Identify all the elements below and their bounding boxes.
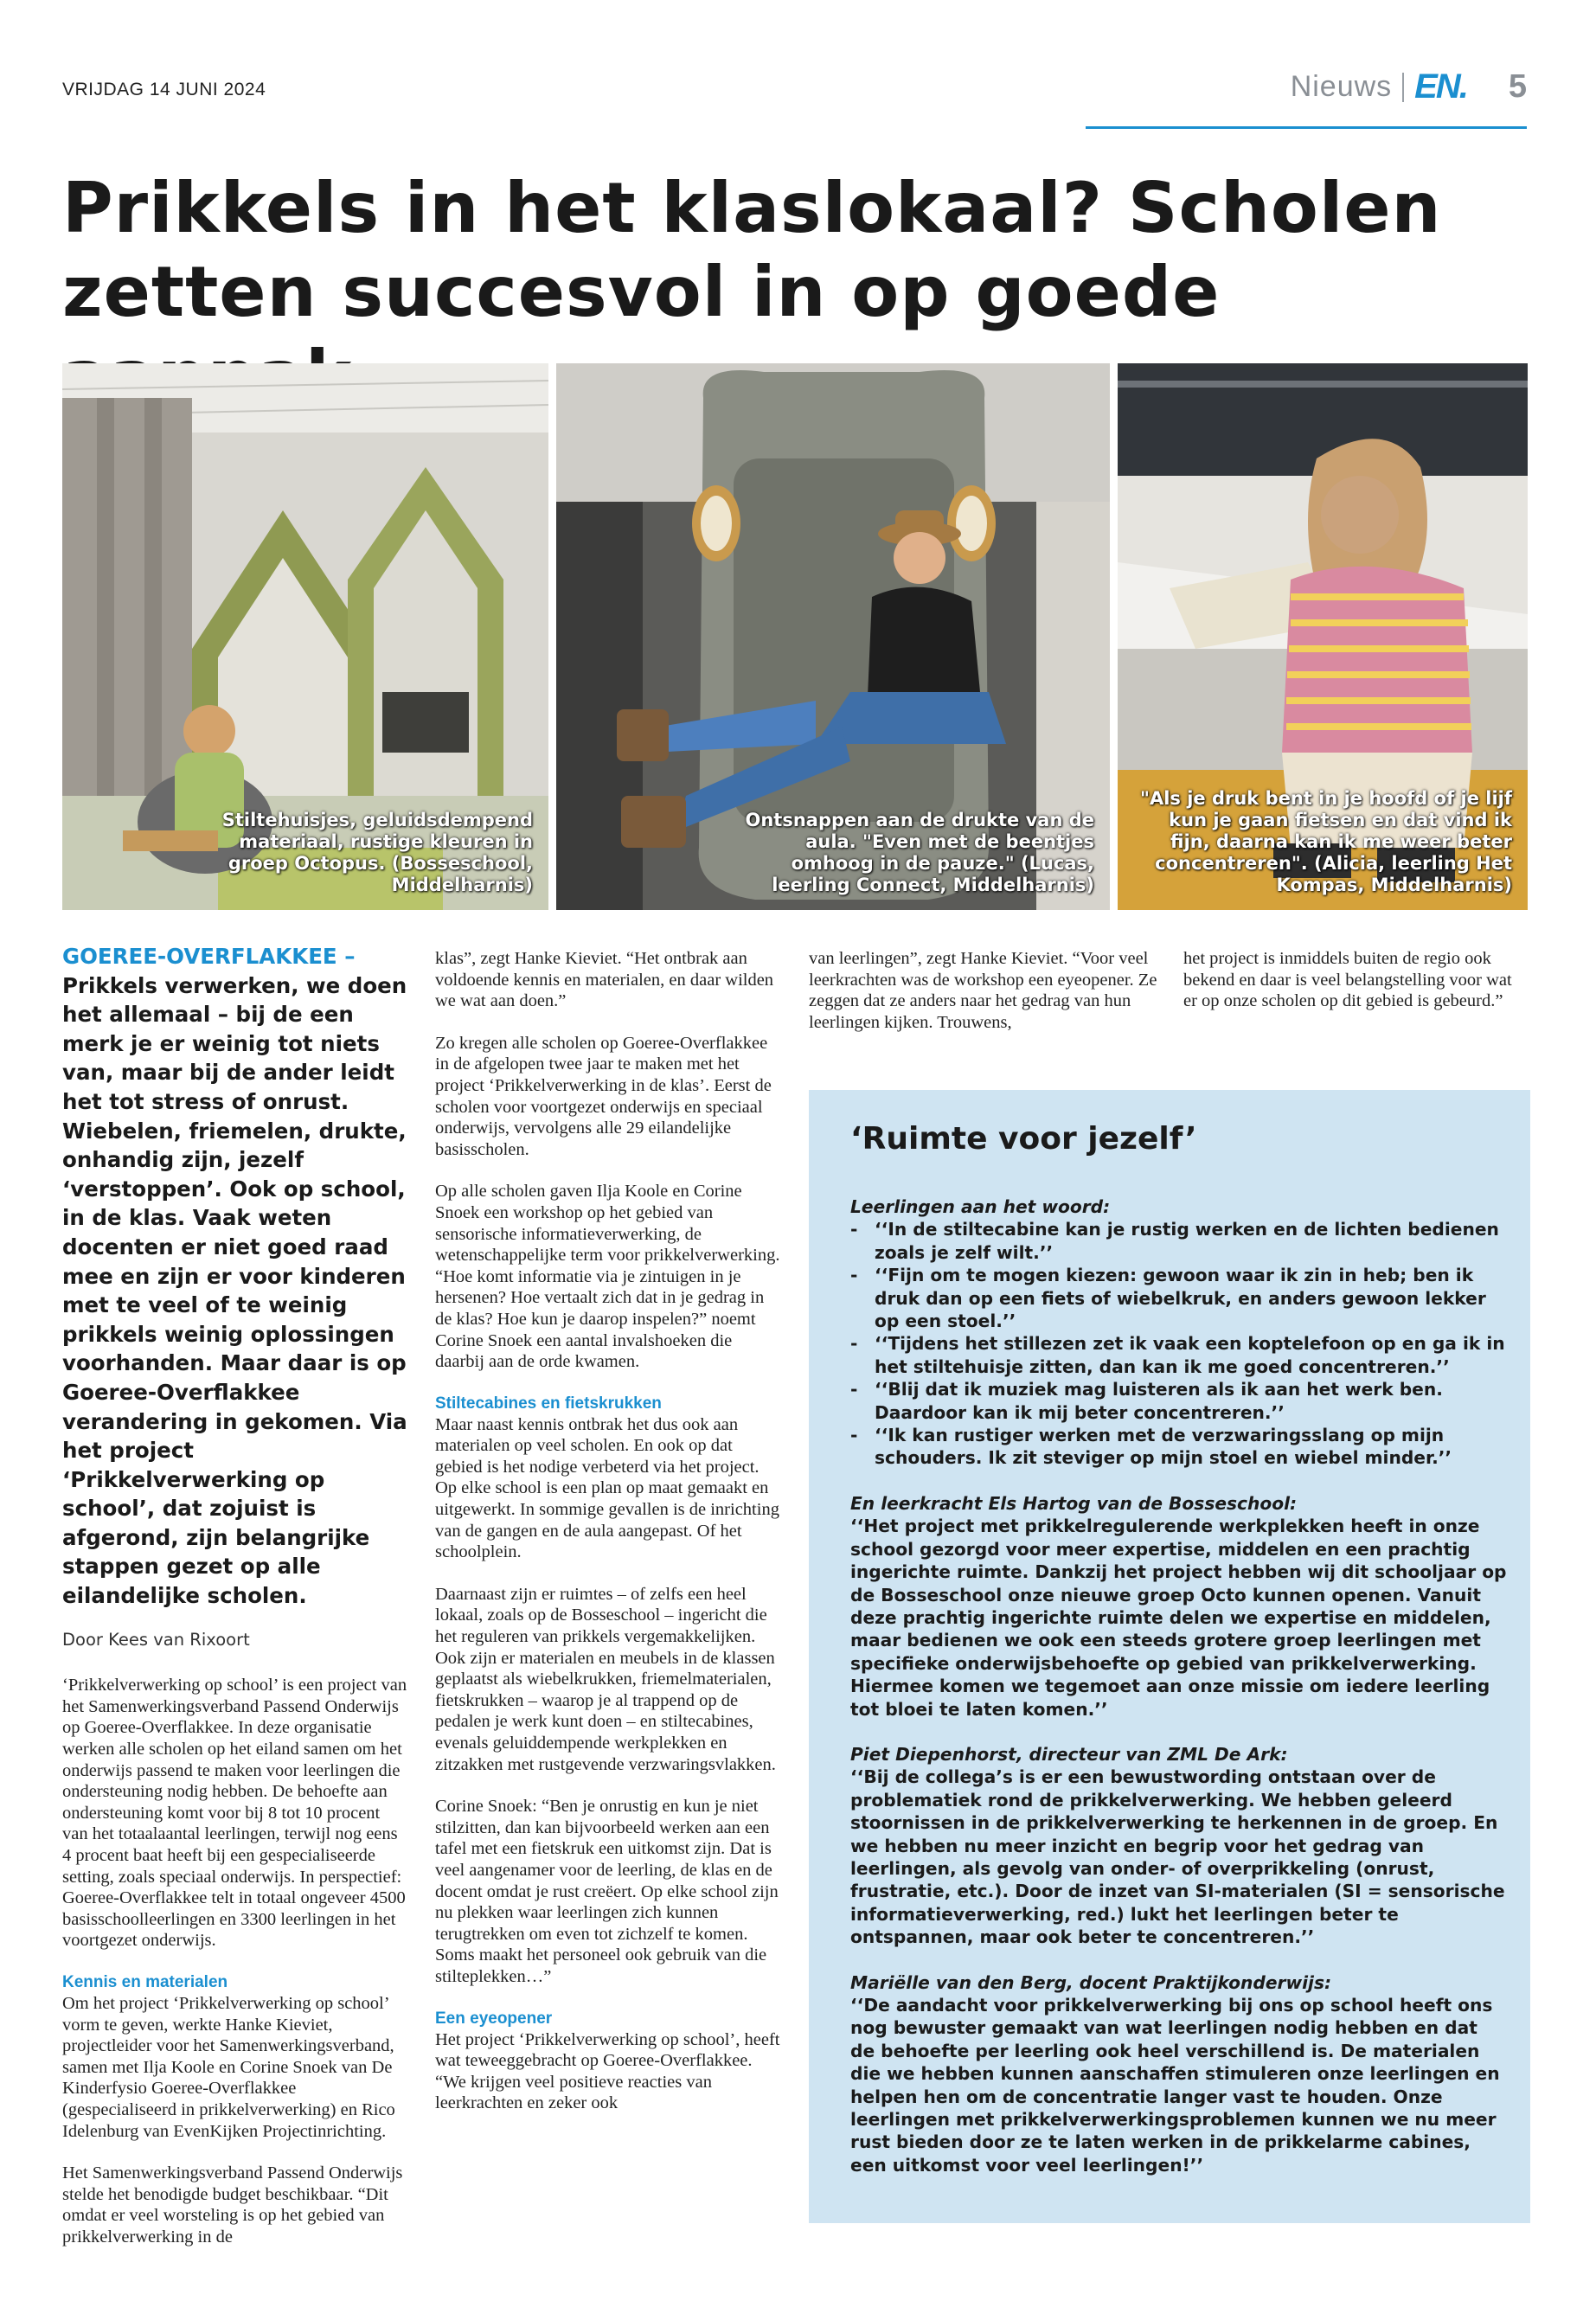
photo-caption: Stiltehuisjes, geluidsdempend materiaal, rustige kleuren in groep Octopus. (Bosseschool, Middelharnis) <box>221 810 533 895</box>
intro-text: Prikkels verwerken, we doen het allemaal – bij de een merk je er weinig tot niets van, maar bij de ander leidt het tot stress of onrust. Wiebelen, friemelen, drukte, onhandig zijn, jezelf ‘verstoppen’. Ook op school, in de klas. Vaak weten docenten er niet goed raad mee en zijn er voor kinderen met te veel of te weinig prikkels weinig oplossingen voorhanden. Maar daar is op Goeree-Overflakkee verandering in gekomen. Via het project ‘Prikkelverwerking op school’, dat zojuist is afgerond, zijn belangrijke stappen gezet op alle eilandelijke scholen. <box>62 972 407 1609</box>
paragraph: ‘Prikkelverwerking op school’ is een project van het Samenwerkingsverband Passend Onderwijs op Goeree-Overflakkee. In deze organisatie werken alle scholen op het eiland samen om het onderwijs passend te maken voor leerlingen die ondersteuning nodig hebben. De behoefte aan ondersteuning komt voor bij 8 tot 10 procent van het totaalaantal leerlingen, terwijl nog eens 4 procent baat heeft bij een gespecialiseerde setting, zoals speciaal onderwijs. In perspectief: Goeree-Overflakkee telt in totaal ongeveer 4500 basisschoolleerlingen en 3300 leerlingen in het voortgezet onderwijs. <box>62 1676 407 1951</box>
article-column-2 <box>435 948 783 2135</box>
sidebar-quote: ‘‘Bij de collega’s is er een bewustwording ontstaan over de problematiek rond de prikkelverwerking. We hebben geleerd stoornissen in de prikkelverwerking te herkennen in de groep. En we hebben nu meer inzicht en begrip voor het gedrag van leerlingen, als gevolg van onder- of overprikkeling (onrust, frustratie, etc.). Door de inzet van SI-materialen (SI = sensorische informatieverwerking, red.) lukt het leerlingen beter te ontspannen, maar ook beter te concentreren.’’ <box>850 1766 1505 1948</box>
photo-alicia-desk <box>1118 363 1528 910</box>
paragraph: Corine Snoek: “Ben je onrustig en kun je niet stilzitten, dan kan bijvoorbeeld werken aan een tafel met een fietskruk een uitkomst zijn. Dat is veel aangenamer voor de leerling, de klas en de docent omdat je rust creëert. Op elke school zijn nu plekken waar leerlingen zich kunnen terugtrekken om even tot zichzelf te komen. Soms maakt het personeel ook gebruik van die stilteplekken…” <box>435 1797 779 1986</box>
paragraph: Om het project ‘Prikkelverwerking op school’ vorm te geven, werkte Hanke Kieviet, projectleider voor het Samenwerkingsverband, samen met Ilja Koole en Corine Snoek van De Kinderfysio Goeree-Overflakkee (gespecialiseerd in prikkelverwerking) en Rico Idelenburg van EvenKijken Projectinrichting. <box>62 1993 395 2141</box>
article-column-3 <box>809 948 1158 1054</box>
paragraph: het project is inmiddels buiten de regio ook bekend en daar is veel belangstelling voor wat er op onze scholen op dit gebied is gebeurd.” <box>1183 949 1512 1011</box>
article-intro <box>62 942 408 1611</box>
paragraph: Maar naast kennis ontbrak het dus ook aan materialen op veel scholen. En ook op dat gebied is het nodige verbeterd via het project. Op elke school is een plan op maat gemaakt en uitgewerkt. In sommige gevallen is de inrichting van de gangen en de aula aangepast. Of het schoolplein. <box>435 1414 779 1562</box>
newspaper-logo: EN. <box>1414 67 1467 106</box>
sidebar-ruimte-voor-jezelf <box>809 1090 1530 2223</box>
student-quote: - ‘‘In de stiltecabine kan je rustig werken en de lichten bedienen zoals je zelf wilt.’’ <box>850 1218 1508 1264</box>
paragraph: Het Samenwerkingsverband Passend Onderwijs stelde het benodigde budget beschikbaar. “Dit omdat er veel worsteling is op het gebied van prikkelverwerking in de <box>62 2163 403 2247</box>
student-quote: - ‘‘Tijdens het stillezen zet ik vaak een koptelefoon op en ga ik in het stiltehuisje zitten, dan kan ik me goed concentreren.’’ <box>850 1332 1508 1378</box>
sidebar-quote: ‘‘De aandacht voor prikkelverwerking bij ons op school heeft ons nog bewuster gemaakt van wat leerlingen nodig hebben en dat de behoefte per leerling ook heel verschillend is. De materialen die we hebben kunnen aanschaffen stimuleren onze leerlingen en helpen hen om de concentratie langer vast te houden. Onze leerlingen met prikkelverwerkingsproblemen kunnen we nu meer rust bieden door ze te laten werken in de prikkelarme cabines, een uitkomst voor veel leerlingen!’’ <box>850 1995 1500 2176</box>
masthead <box>1291 67 1527 106</box>
paragraph: Het project ‘Prikkelverwerking op school’, heeft wat teweeggebracht op Goeree-Overflakkee. “We krijgen veel positieve reacties van leerkrachten en zeker ook <box>435 2029 780 2113</box>
sidebar-subheading: En leerkracht Els Hartog van de Bosseschool: <box>850 1492 1298 1514</box>
sidebar-quote: ‘‘Het project met prikkelregulerende werkplekken heeft in onze school gezorgd voor meer expertise, middelen en een prachtig ingerichte ruimte. Dankzij het project hebben wij dit schooljaar op de Bosseschool onze nieuwe groep Octo kunnen openen. Vanuit deze prachtig ingerichte ruimte delen we expertise en middelen, maar bedienen we ook een steeds grotere groep leerlingen met specifieke onderwijsbehoefte op gebied van prikkelverwerking. Hiermee komen we tegemoet aan onze missie om iedere leerling tot bloei te laten komen.’’ <box>850 1516 1507 1720</box>
paragraph: van leerlingen”, zegt Hanke Kieviet. “Voor veel leerkrachten was de workshop een eyeopener. Ze zeggen dat ze anders naar het gedrag van hun leerlingen kijken. Trouwens, <box>809 949 1157 1032</box>
subheading-eyeopener: Een eyeopener <box>435 2009 553 2028</box>
student-quotes-list <box>850 1218 1508 1469</box>
photo-lucas-chair <box>556 363 1110 910</box>
sidebar-subheading: Piet Diepenhorst, directeur van ZML De Ark: <box>850 1743 1288 1765</box>
byline: Door Kees van Rixoort <box>62 1629 250 1650</box>
student-quote: - ‘‘Blij dat ik muziek mag luisteren als ik aan het werk ben. Daardoor kan ik mij beter concentreren.’’ <box>850 1378 1508 1424</box>
subheading-stiltecabines: Stiltecabines en fietskrukken <box>435 1394 662 1413</box>
section-name: Nieuws <box>1290 70 1393 103</box>
paragraph: klas”, zegt Hanke Kieviet. “Het ontbrak aan voldoende kennis en materialen, en daar wilden we wat aan doen.” <box>435 949 774 1011</box>
masthead-divider <box>1402 73 1404 102</box>
photo-stiltehuisjes <box>62 363 548 910</box>
paragraph: Daarnaast zijn er ruimtes – of zelfs een heel lokaal, zoals op de Bosseschool – ingericht die het reguleren van prikkels vergemakkelijken. Ook zijn er materialen en meubels in de klassen geplaatst als wiebelkrukken, friemelmaterialen, fietskrukken – waarop je al trappend op de pedalen je werk kunt doen – en stiltecabines, evenals geluiddempende werkplekken en zitzakken met rustgevende verzwaringsvlakken. <box>435 1584 776 1774</box>
paragraph: Op alle scholen gaven Ilja Koole en Corine Snoek een workshop op het gebied van sensorische informatieverwerking, de wetenschappelijke term voor prikkelverwerking. “Hoe komt informatie via je zintuigen in je hersenen? Hoe vertaalt zich dat in je gedrag in de klas? Hoe kun je daarop inspelen?” noemt Corine Snoek een aantal invalshoeken die daarbij aan de orde kwamen. <box>435 1182 780 1372</box>
photo-caption: "Als je druk bent in je hoofd of je lijf kun je gaan fietsen en dat vind ik fijn, daarna kan ik me weer beter concentreren". (Alicia, leerling Het Kompas, Middelharnis) <box>1140 788 1512 895</box>
paragraph: Zo kregen alle scholen op Goeree-Overflakkee in de afgelopen twee jaar te maken met het project ‘Prikkelverwerking in de klas’. Eerst de scholen voor voortgezet onderwijs en speciaal onderwijs, vervolgens alle 29 eilandelijke basisscholen. <box>435 1033 772 1159</box>
sidebar-subheading: Leerlingen aan het woord: <box>850 1196 1111 1217</box>
headline: Prikkels in het klaslokaal? Scholen zetten succesvol in op goede <box>62 168 1442 332</box>
article-column-4 <box>1183 948 1529 1033</box>
student-quote: - ‘‘Ik kan rustiger werken met de verzwaringsslang op mijn schouders. Ik zit steviger op mijn stoel en wiebel minder.’’ <box>850 1424 1508 1470</box>
page-number: 5 <box>1508 68 1527 105</box>
issue-date: VRIJDAG 14 JUNI 2024 <box>62 80 266 99</box>
subheading-kennis: Kennis en materialen <box>62 1972 228 1991</box>
header-rule <box>1086 126 1527 129</box>
sidebar-subheading: Mariëlle van den Berg, docent Praktijkonderwijs: <box>850 1971 1332 1993</box>
dateline: GOEREE-OVERFLAKKEE – <box>62 944 356 969</box>
student-quote: - ‘‘Fijn om te mogen kiezen: gewoon waar ik zin in heb; ben ik druk dan op een fiets of wiebelkruk, en anders gewoon lekker op een stoel.’’ <box>850 1264 1508 1332</box>
article-column-1 <box>62 942 408 2269</box>
sidebar-title: ‘Ruimte voor jezelf’ <box>850 1121 1197 1157</box>
sidebar-body <box>850 1195 1508 2176</box>
photo-caption: Ontsnappen aan de drukte van de aula. "Even met de beentjes omhoog in de pauze." (Lucas, leerling Connect, Middelharnis) <box>745 810 1094 895</box>
